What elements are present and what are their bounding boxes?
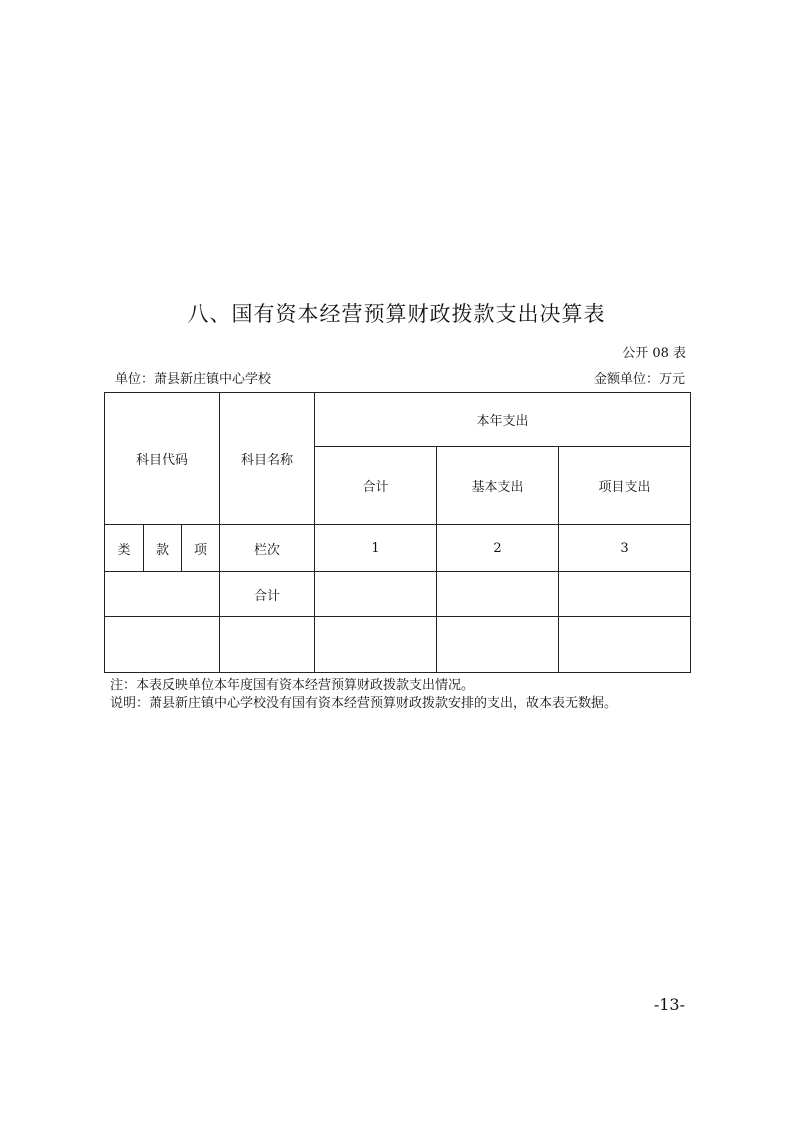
empty-row-basic	[437, 617, 559, 673]
index-category: 类	[105, 525, 144, 572]
expense-table	[104, 392, 691, 673]
total-row	[105, 572, 691, 617]
total-row-project	[559, 572, 691, 617]
empty-row-project	[559, 617, 691, 673]
header-basic-expense: 基本支出	[437, 447, 559, 525]
amount-unit-label: 金额单位：万元	[593, 372, 685, 387]
page-title: 八、国有资本经营预算财政拨款支出决算表	[187, 302, 606, 326]
index-column-no: 栏次	[220, 525, 315, 572]
index-row	[105, 525, 691, 572]
header-subject-code: 科目代码	[105, 393, 220, 525]
index-item: 项	[182, 525, 220, 572]
note-line: 注：本表反映单位本年度国有资本经营预算财政拨款支出情况。	[110, 678, 475, 693]
index-col3: 3	[559, 525, 691, 572]
empty-row-code	[105, 617, 220, 673]
empty-row-name	[220, 617, 315, 673]
header-total: 合计	[315, 447, 437, 525]
empty-row	[105, 617, 691, 673]
index-col1: 1	[315, 525, 437, 572]
page-number: -13-	[653, 995, 685, 1014]
notes	[110, 677, 617, 713]
empty-row-total	[315, 617, 437, 673]
unit-label: 单位：萧县新庄镇中心学校	[115, 372, 272, 387]
total-row-label: 合计	[220, 572, 315, 617]
total-row-basic	[437, 572, 559, 617]
explanation-line: 说明：萧县新庄镇中心学校没有国有资本经营预算财政拨款安排的支出，故本表无数据。	[110, 696, 618, 711]
total-row-total	[315, 572, 437, 617]
total-row-code	[105, 572, 220, 617]
form-code: 公开 08 表	[622, 346, 686, 361]
index-col2: 2	[437, 525, 559, 572]
index-section: 款	[144, 525, 182, 572]
header-current-year-expense: 本年支出	[315, 393, 691, 447]
header-project-expense: 项目支出	[559, 447, 691, 525]
header-subject-name: 科目名称	[220, 393, 315, 525]
